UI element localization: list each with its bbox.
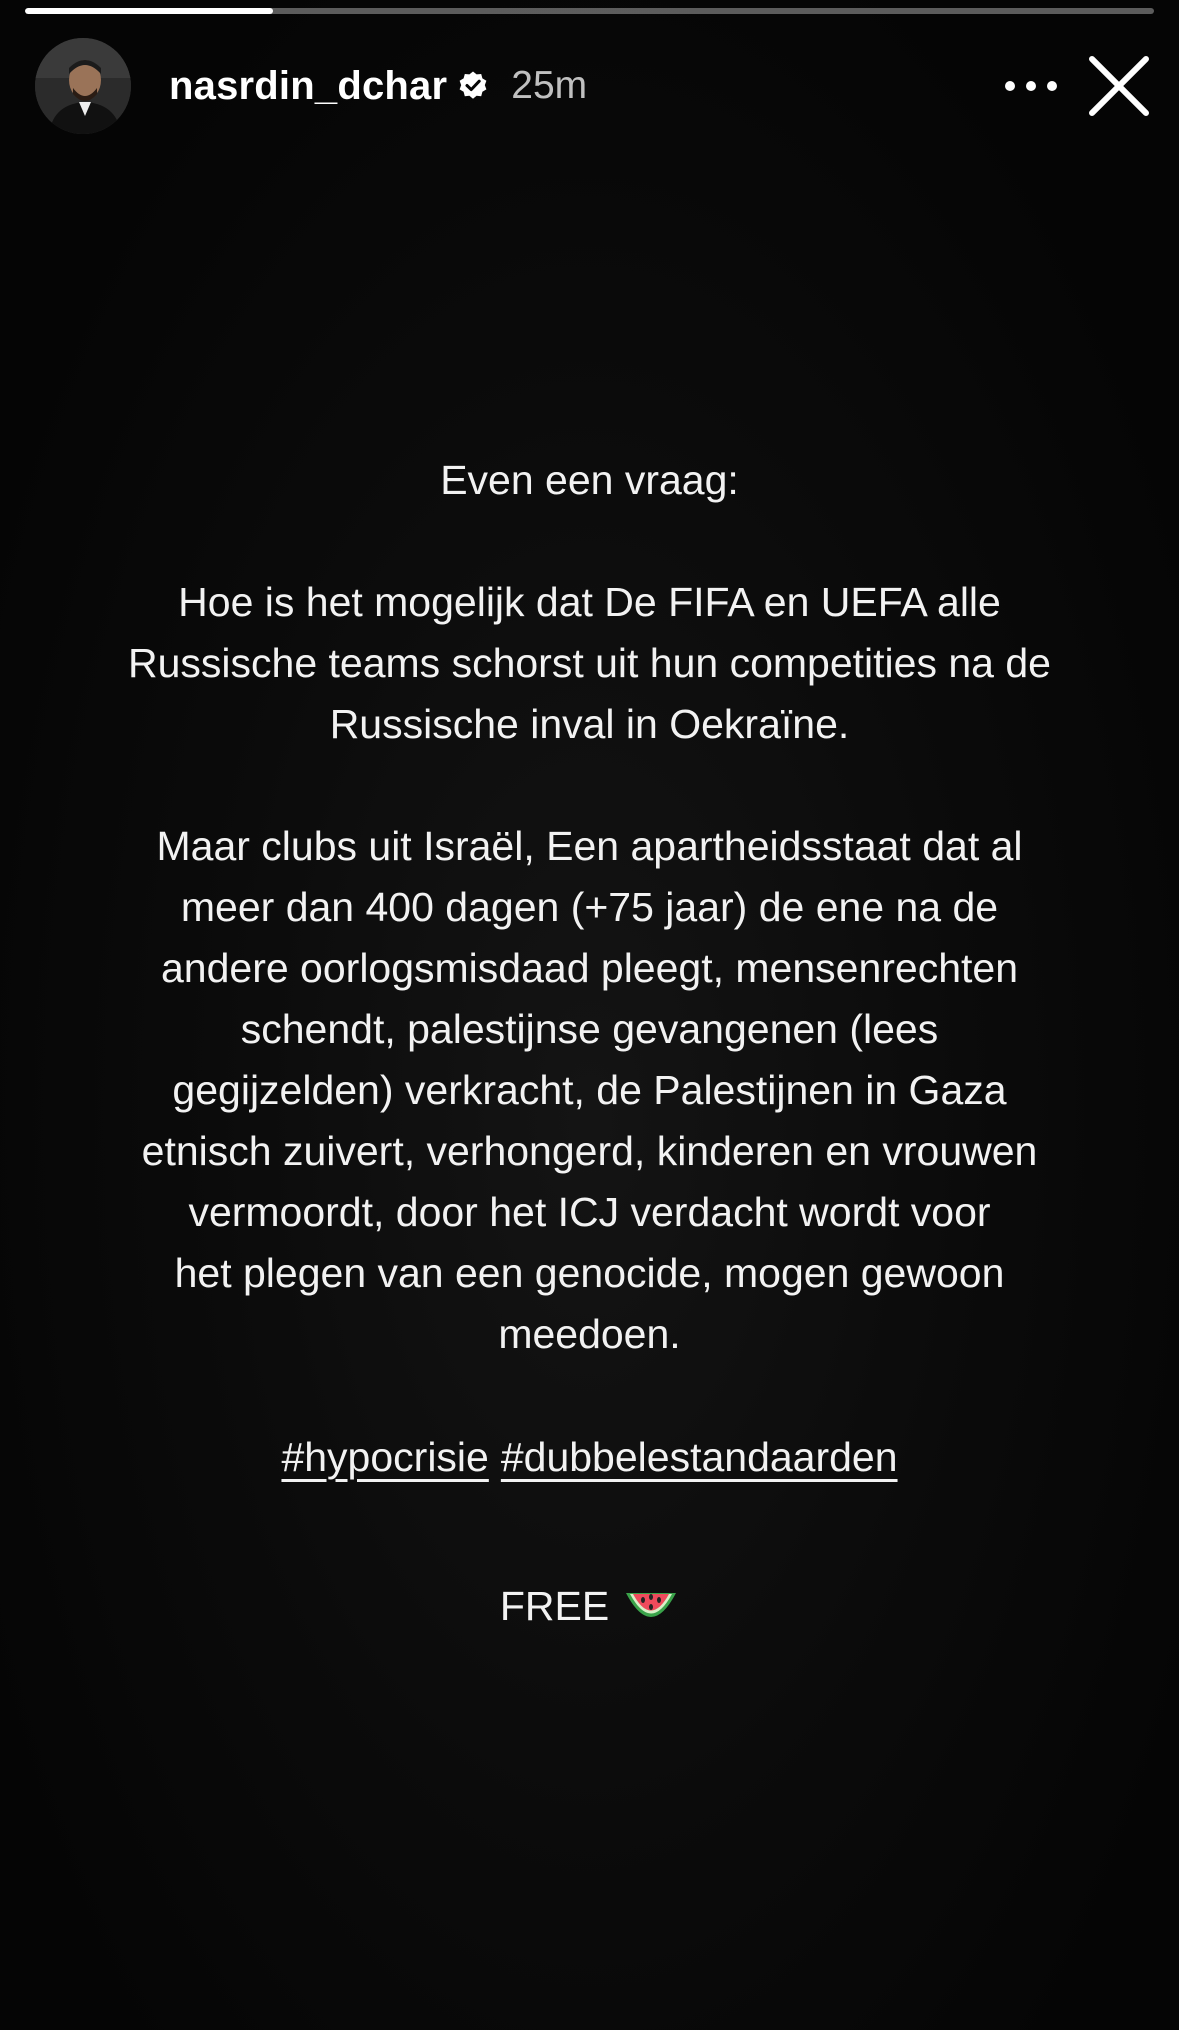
more-icon [1005,81,1015,91]
post-time: 25m [511,64,588,107]
avatar[interactable] [35,38,131,134]
watermelon-icon [623,1585,679,1629]
close-icon[interactable] [1088,55,1150,117]
paragraph-israel: Maar clubs uit Israël, Een apartheidsstaat dat al meer dan 400 dagen (+75 jaar) de ene na de andere oorlogsmisdaad pleegt, mensenrechten schendt, palestijnse gevangenen (lees gegijzelden) verkracht, de Palestijnen in Gaza etnisch zuivert, verhongerd, kinderen en vrouwen vermoordt, door het ICJ verdacht wordt voor het plegen van een genocide, mogen gewoon meedoen. [141,823,1038,1357]
free-line [60,1576,1119,1637]
more-icon-dot [1026,81,1036,91]
paragraph-fifa-uefa: Hoe is het mogelijk dat De FIFA en UEFA alle Russische teams schorst uit hun competities na de Russische inval in Oekraïne. [128,579,1051,747]
hashtag-hypocrisie[interactable]: #hypocrisie [281,1434,489,1480]
story-text [60,450,1119,1637]
free-text: FREE [499,1583,610,1629]
username[interactable]: nasrdin_dchar [169,63,448,108]
story-header [35,38,1155,134]
more-options-button[interactable] [1005,76,1057,96]
more-icon-dot [1047,81,1057,91]
story-progress-bar [25,8,1154,14]
verified-badge-icon [457,70,489,102]
hashtag-dubbelestandaarden[interactable]: #dubbelestandaarden [500,1434,898,1480]
intro-question: Even een vraag: [440,457,739,503]
hashtag-row [60,1427,1119,1488]
story-progress-fill [25,8,273,14]
